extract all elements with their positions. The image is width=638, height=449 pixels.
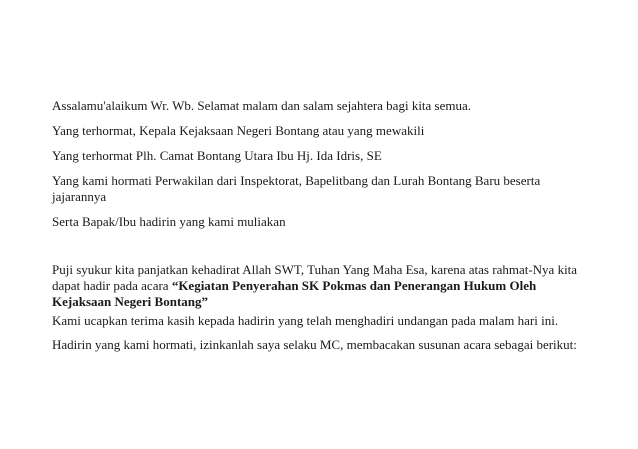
event-title: “Kegiatan Penyerahan SK Pokmas dan Penerangan Hukum Oleh Kejaksaan Negeri Bontang” xyxy=(52,278,537,309)
paragraph-puji-syukur-text: Puji syukur kita panjatkan kehadirat Allah SWT, Tuhan Yang Maha Esa, karena atas rahmat-Nya kita dapat hadir pada acara xyxy=(52,262,578,293)
greeting-line-hadirin: Serta Bapak/Ibu hadirin yang kami muliakan xyxy=(52,214,286,229)
greeting-line-perwakilan: Yang kami hormati Perwakilan dari Inspektorat, Bapelitbang dan Lurah Bontang Baru beserta jajarannya xyxy=(52,173,541,204)
greeting-line-kejaksaan: Yang terhormat, Kepala Kejaksaan Negeri Bontang atau yang mewakili xyxy=(52,123,425,138)
paragraph-susunan-acara: Hadirin yang kami hormati, izinkanlah saya selaku MC, membacakan susunan acara sebagai berikut: xyxy=(52,337,577,352)
greeting-line-camat: Yang terhormat Plh. Camat Bontang Utara Ibu Hj. Ida Idris, SE xyxy=(52,148,382,163)
greeting-line-salam: Assalamu'alaikum Wr. Wb. Selamat malam dan salam sejahtera bagi kita semua. xyxy=(52,98,472,113)
paragraph-puji-syukur xyxy=(52,262,592,310)
paragraph-terima-kasih: Kami ucapkan terima kasih kepada hadirin yang telah menghadiri undangan pada malam hari ini. xyxy=(52,313,559,328)
